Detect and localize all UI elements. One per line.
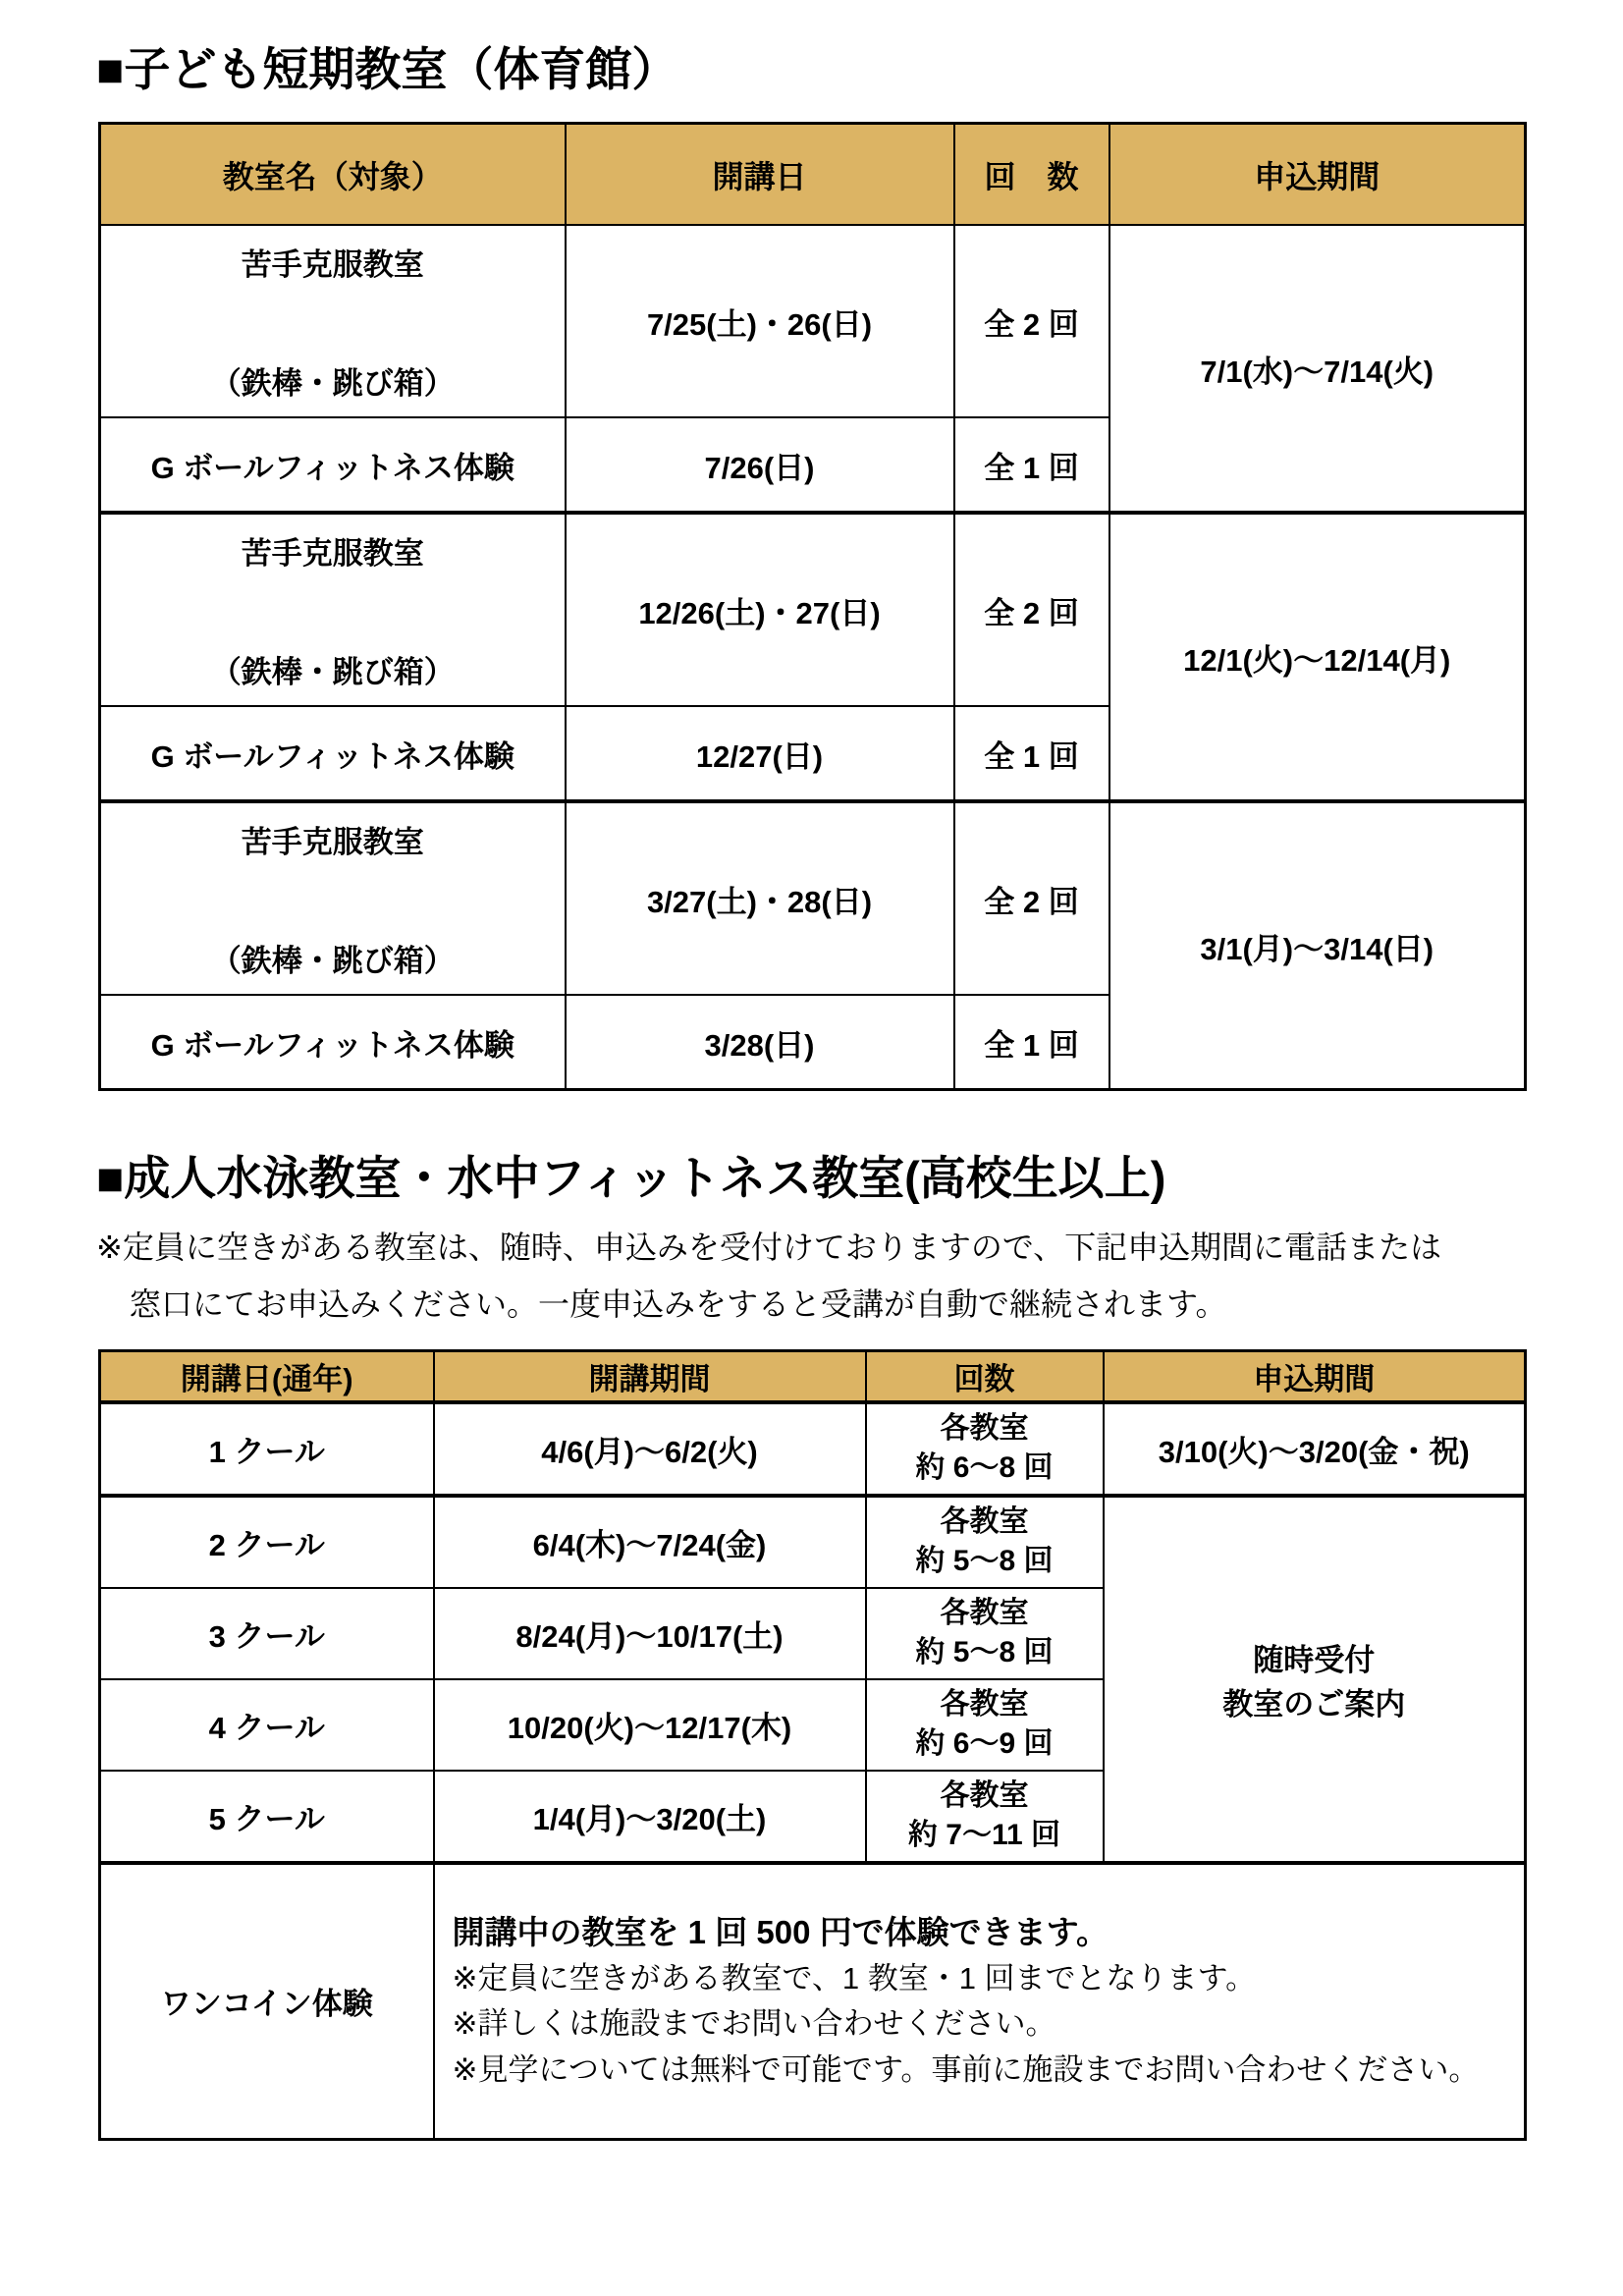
- count-line2: 約 6～8 回: [915, 1451, 1054, 1485]
- date-cell: 7/26(日): [566, 417, 954, 513]
- table-row: [100, 801, 1526, 995]
- ongoing-apply-line1: 随時受付: [1253, 1642, 1376, 1677]
- count-line2: 約 6～9 回: [915, 1727, 1054, 1761]
- count-line2: 約 7～11 回: [907, 1819, 1061, 1852]
- count-line1: 各教室: [940, 1597, 1029, 1630]
- class-name-line2: （鉄棒・跳び箱）: [210, 655, 455, 690]
- ongoing-apply-line2: 教室のご案内: [1222, 1686, 1406, 1722]
- count-cell: [866, 1496, 1104, 1588]
- children-section-title: ■子ども短期教室（体育館）: [96, 43, 678, 95]
- count-cell: 全 2 回: [954, 225, 1109, 417]
- one-coin-headline: 開講中の教室を 1 回 500 円で体験できます。: [452, 1913, 1109, 1950]
- count-cell: [866, 1771, 1104, 1863]
- header-apply-period: 申込期間: [1104, 1350, 1526, 1402]
- apply-period-cell: 3/1(月)～3/14(日): [1109, 801, 1526, 1090]
- apply-period-cell: 12/1(火)～12/14(月): [1109, 513, 1526, 801]
- apply-period-cell: 7/1(水)～7/14(火): [1109, 225, 1526, 513]
- header-session-count: 回 数: [954, 124, 1109, 226]
- ongoing-apply-cell: [1104, 1496, 1526, 1863]
- table-row: [100, 1863, 1526, 2140]
- table-row: [100, 1496, 1526, 1588]
- header-class-name: 教室名（対象）: [100, 124, 566, 226]
- note-line2: 窓口にてお申込みください。一度申込みをすると受講が自動で継続されます。: [130, 1286, 1227, 1323]
- class-name-line1: 苦手克服教室: [241, 247, 424, 283]
- one-coin-note3: ※見学については無料で可能です。事前に施設までお問い合わせください。: [452, 2051, 1480, 2087]
- count-cell: 全 1 回: [954, 706, 1109, 801]
- header-start-date: 開講日: [566, 124, 954, 226]
- class-name-cell: [100, 225, 566, 417]
- course-period-cell: 4/6(月)～6/2(火): [434, 1402, 866, 1496]
- count-line2: 約 5～8 回: [915, 1545, 1054, 1578]
- count-line2: 約 5～8 回: [915, 1636, 1054, 1669]
- class-name-cell: [100, 801, 566, 995]
- header-session-count: 回数: [866, 1350, 1104, 1402]
- course-label-cell: 1 クール: [100, 1402, 434, 1496]
- course-label-cell: 2 クール: [100, 1496, 434, 1588]
- class-name-cell: G ボールフィットネス体験: [100, 417, 566, 513]
- one-coin-note2: ※詳しくは施設までお問い合わせください。: [452, 2006, 1056, 2042]
- class-name-line2: （鉄棒・跳び箱）: [210, 944, 455, 979]
- header-apply-period: 申込期間: [1109, 124, 1526, 226]
- course-period-cell: 8/24(月)～10/17(土): [434, 1588, 866, 1679]
- course-label-cell: 3 クール: [100, 1588, 434, 1679]
- count-cell: 全 2 回: [954, 513, 1109, 706]
- children-classes-table: [98, 122, 1527, 1091]
- date-cell: 3/27(土)・28(日): [566, 801, 954, 995]
- class-name-line2: （鉄棒・跳び箱）: [210, 366, 455, 402]
- count-line1: 各教室: [940, 1505, 1029, 1539]
- course-period-cell: 1/4(月)～3/20(土): [434, 1771, 866, 1863]
- date-cell: 12/27(日): [566, 706, 954, 801]
- apply-period-cell: 3/10(火)～3/20(金・祝): [1104, 1402, 1526, 1496]
- course-period-cell: 6/4(木)～7/24(金): [434, 1496, 866, 1588]
- adult-table-header-row: [100, 1350, 1526, 1402]
- children-table-header-row: [100, 124, 1526, 226]
- one-coin-label-cell: ワンコイン体験: [100, 1863, 434, 2140]
- adult-classes-table: [98, 1349, 1527, 2141]
- course-label-cell: 5 クール: [100, 1771, 434, 1863]
- header-course-period: 開講期間: [434, 1350, 866, 1402]
- count-cell: [866, 1402, 1104, 1496]
- count-line1: 各教室: [940, 1779, 1029, 1813]
- count-cell: 全 1 回: [954, 995, 1109, 1090]
- note-line1: ※定員に空きがある教室は、随時、申込みを受付けておりますので、下記申込期間に電話または: [96, 1230, 1442, 1266]
- count-cell: [866, 1588, 1104, 1679]
- class-name-cell: [100, 513, 566, 706]
- class-name-line1: 苦手克服教室: [241, 536, 424, 572]
- count-cell: 全 2 回: [954, 801, 1109, 995]
- one-coin-detail-cell: [434, 1863, 1526, 2140]
- table-row: [100, 225, 1526, 417]
- header-course-day: 開講日(通年): [100, 1350, 434, 1402]
- count-cell: [866, 1679, 1104, 1771]
- course-label-cell: 4 クール: [100, 1679, 434, 1771]
- class-name-line1: 苦手克服教室: [241, 825, 424, 860]
- class-name-cell: G ボールフィットネス体験: [100, 706, 566, 801]
- count-line1: 各教室: [940, 1412, 1029, 1446]
- class-name-cell: G ボールフィットネス体験: [100, 995, 566, 1090]
- date-cell: 7/25(土)・26(日): [566, 225, 954, 417]
- date-cell: 12/26(土)・27(日): [566, 513, 954, 706]
- table-row: [100, 513, 1526, 706]
- count-cell: 全 1 回: [954, 417, 1109, 513]
- adult-section-title: ■成人水泳教室・水中フィットネス教室(高校生以上): [96, 1152, 1166, 1205]
- date-cell: 3/28(日): [566, 995, 954, 1090]
- count-line1: 各教室: [940, 1688, 1029, 1722]
- course-period-cell: 10/20(火)～12/17(木): [434, 1679, 866, 1771]
- table-row: [100, 1402, 1526, 1496]
- one-coin-note1: ※定員に空きがある教室で、1 教室・1 回までとなります。: [452, 1960, 1257, 1995]
- adult-section-note: [96, 1219, 1623, 1333]
